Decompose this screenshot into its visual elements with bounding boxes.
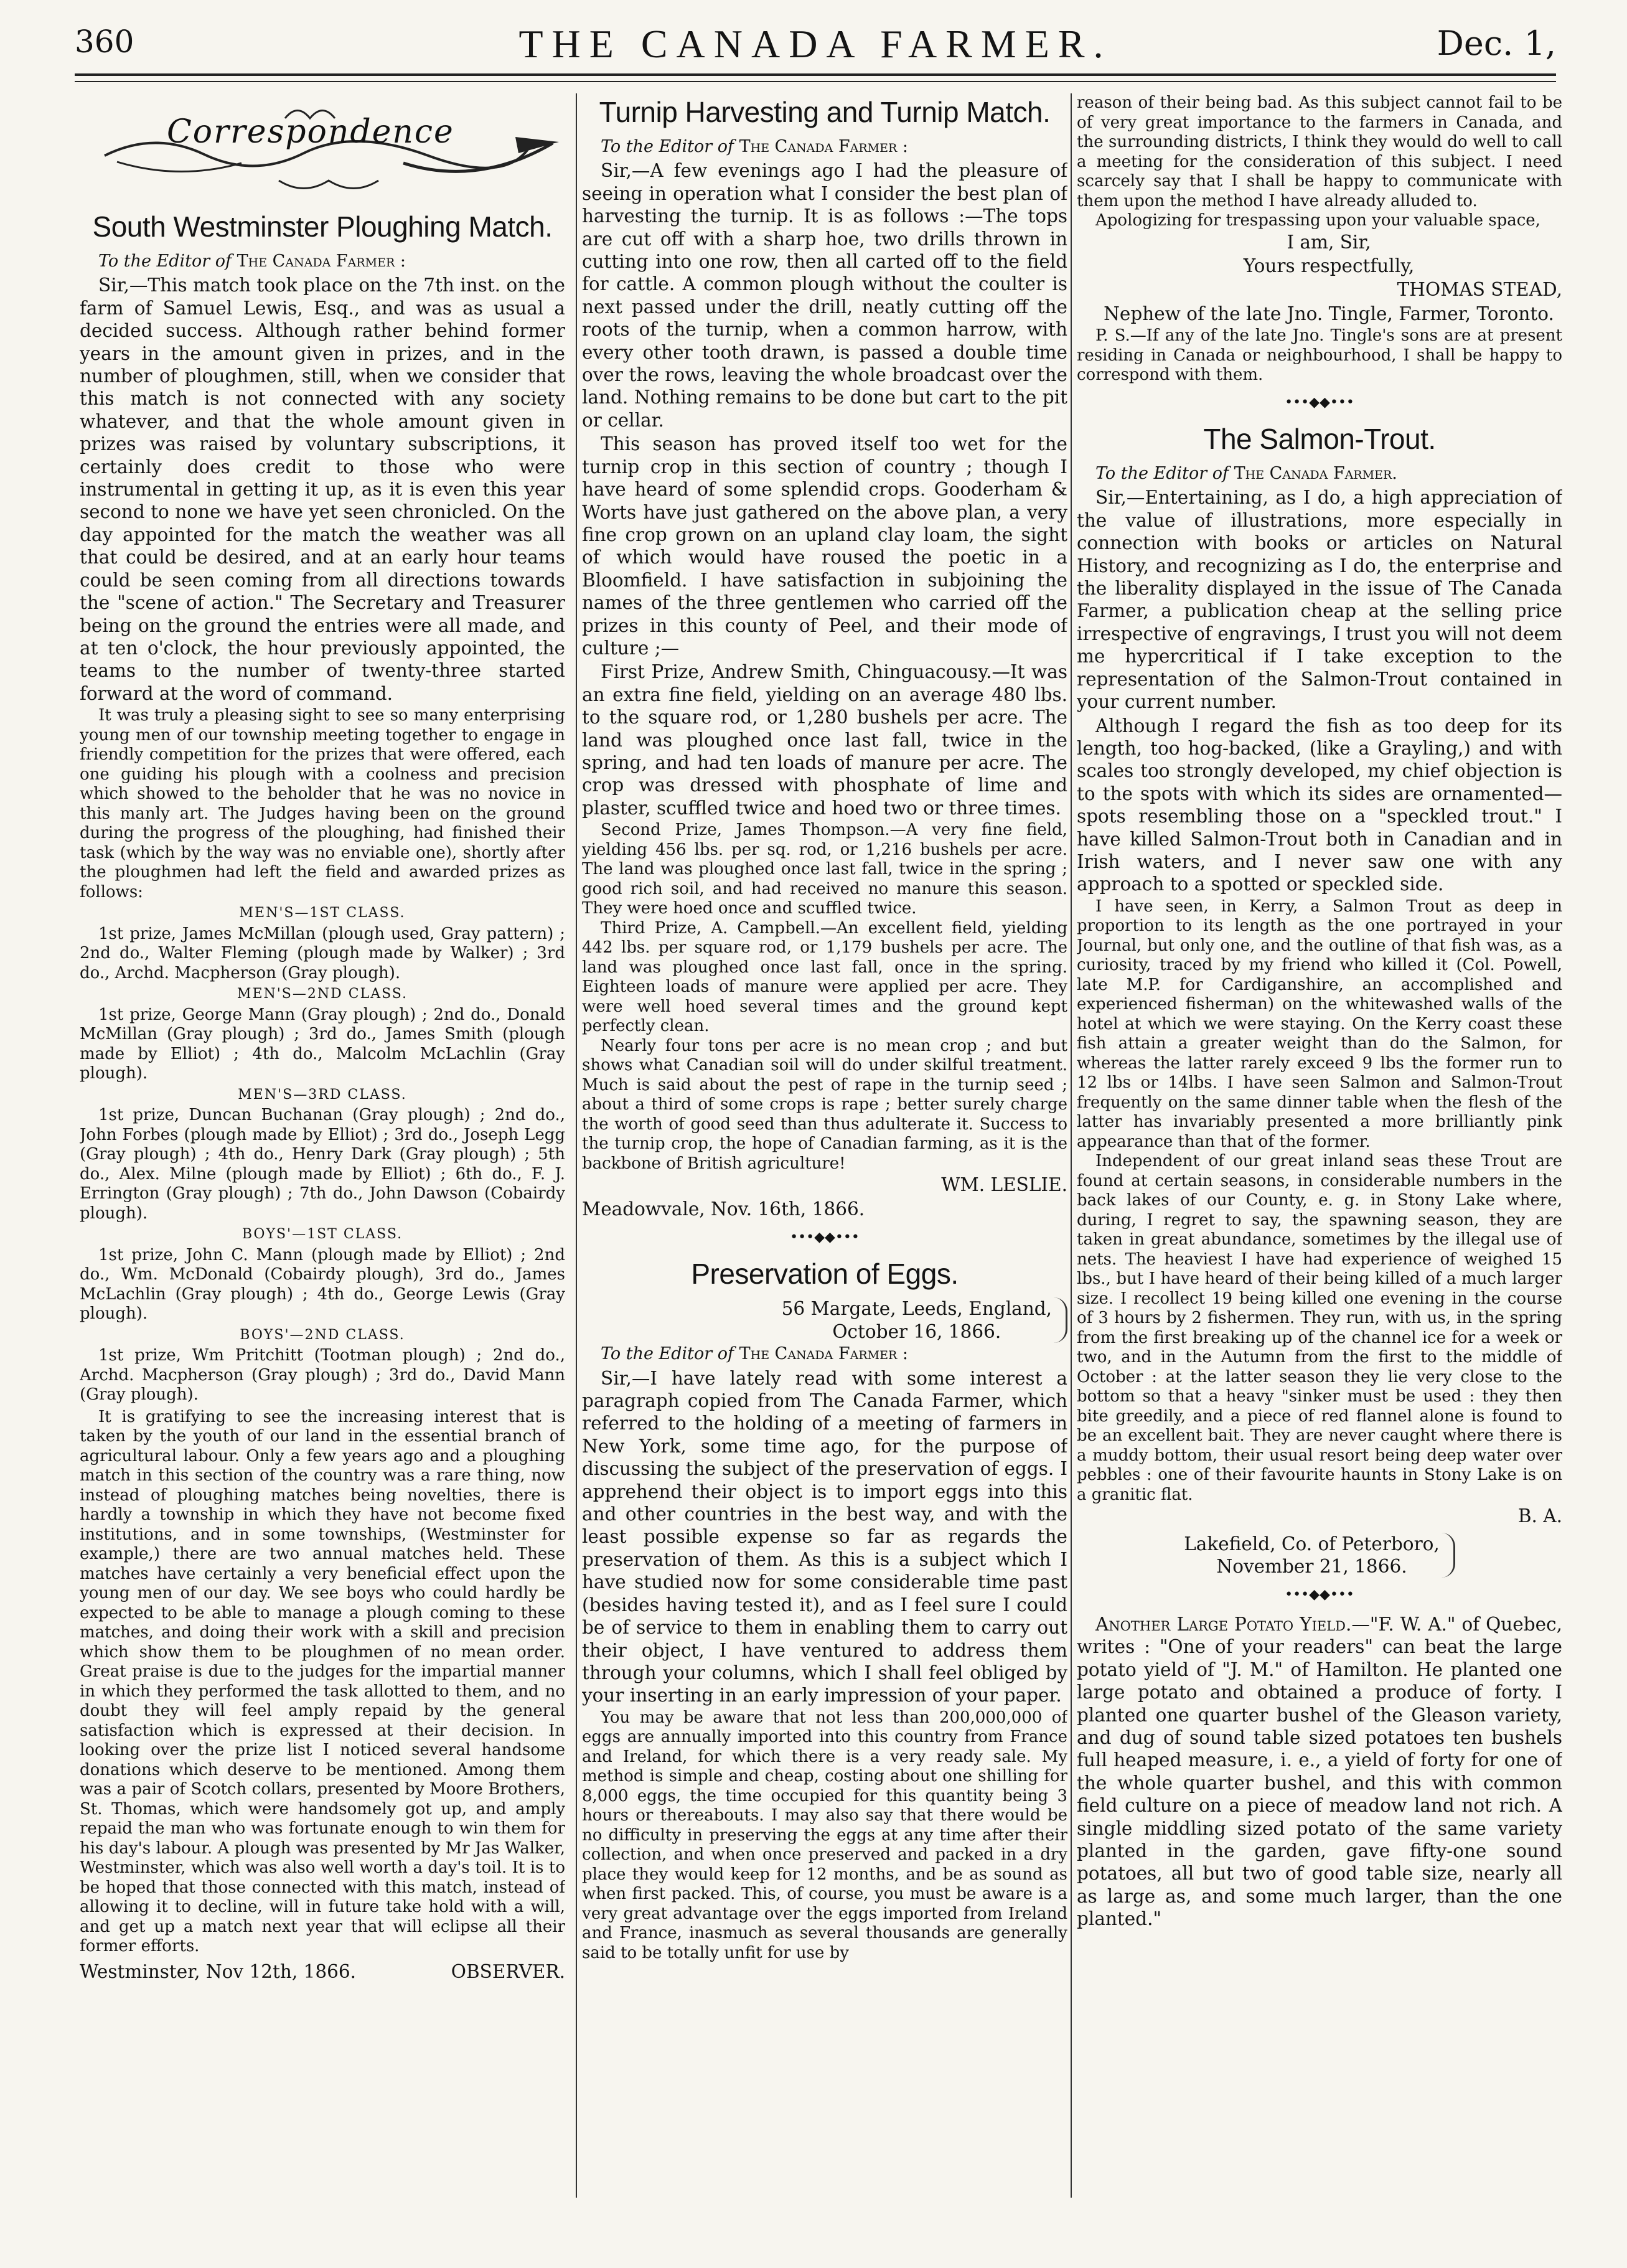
issue-date: Dec. 1, xyxy=(1437,24,1556,63)
column-3 xyxy=(1077,93,1562,2210)
to-editor-line: To the Editor of The Canada Farmer. xyxy=(1095,464,1397,484)
article-title: Turnip Harvesting and Turnip Match. xyxy=(599,96,1051,128)
header-rule-thin xyxy=(75,81,1556,82)
page-number: 360 xyxy=(75,24,134,60)
to-editor-line: To the Editor of The Canada Farmer : xyxy=(601,137,908,156)
closing: Yours respectfully, xyxy=(1243,255,1415,276)
signature: THOMAS STEAD, xyxy=(1397,279,1562,301)
prize-entry: 1st prize, Wm Pritchitt (Tootman plough) ; 2nd do., Archd. Macpherson (Gray plough) ; 3rd do., David Mann (Gray plough). xyxy=(80,1346,565,1405)
to-editor-line: To the Editor of The Canada Farmer : xyxy=(98,252,406,271)
paragraph: Although I regard the fish as too deep for its length, too hog-backed, (like a Grayling,) and with scales too strongly developed, my chief objection is to the spots with which its sides are ornamented—spots resembling those on a "speckled trout." I have killed Salmon-Trout both in Canadian and in Irish waters, and I never saw one with any approach to a spotted or speckled side. xyxy=(1077,715,1562,895)
article-title: South Westminster Ploughing Match. xyxy=(92,210,553,243)
prize-entry: 1st prize, John C. Mann (plough made by Elliot) ; 2nd do., Wm. McDonald (Cobairdy plough), 3rd do., James McLachlin (Gray plough) ; 4th do., George Lewis (Gray plough). xyxy=(80,1245,565,1324)
paragraph: It was truly a pleasing sight to see so many enterprising young men of our township meeting together to engage in friendly competition for the prizes that were offered, each one guiding his plough with a coolness and precision which showed to the beholder that he was no novice in this manly art. The Judges having been on the ground during the progress of the ploughing, had finished their task (which by the way was no enviable one), shortly after the ploughmen had left the field and awarded prizes as follows: xyxy=(80,706,565,901)
column-2 xyxy=(582,93,1067,2210)
to-editor-line: To the Editor of The Canada Farmer : xyxy=(601,1344,908,1364)
article-title: Preservation of Eggs. xyxy=(691,1258,959,1291)
prize-list xyxy=(80,706,565,1957)
paragraph: Nearly four tons per acre is no mean crop ; and but shows what Canadian soil will do under skilful treatment. Much is said about the pest of rape in the turnip seed ; about a third of some crops is rape ; better surely charge the worth of good seed than thus adulterate it. Success to the turnip crop, the hope of Canadian farming, as it is the backbone of British agriculture! xyxy=(582,1036,1067,1173)
masthead: THE CANADA FARMER. xyxy=(518,22,1112,66)
paragraph: This season has proved itself too wet for the turnip crop in this section of country ; though I have heard of some splendid crops. Gooderham & Worts have just gathered on the above plan, a very fine crop grown on an upland clay loam, the sight of which would have roused the poetic in a Bloomfield. I have satisfaction in subjoining the names of the three gentlemen who carried off the prizes in this county of Peel, and their mode of culture ;— xyxy=(582,433,1067,659)
class-heading: BOYS'—2ND CLASS. xyxy=(240,1327,405,1343)
closing: I am, Sir, xyxy=(1287,231,1371,253)
paragraph: I have seen, in Kerry, a Salmon Trout as deep in proportion to its length as the one portrayed in your Journal, but only one, and the outline of that fish was, as a curiosity, traced by my friend who killed it (Col. Powell, late M.P. for Cardiganshire, an accomplished and experienced fisherman) on the whitewashed walls of the hotel at which we were staying. On the Kerry coast these fish attain a greater weight than do the Salmon, for whereas the latter rarely exceed 9 lbs the former run to 12 lbs or 14lbs. I have seen Salmon and Salmon-Trout frequently on the same dinner table when the flesh of the latter has invariably presented a more brilliantly pink appearance than that of the former. xyxy=(1077,896,1562,1151)
postscript: P. S.—If any of the late Jno. Tingle's sons are at present residing in Canada or neighbourhood, I shall be happy to correspond with them. xyxy=(1077,326,1562,385)
paragraph: Sir,—This match took place on the 7th inst. on the farm of Samuel Lewis, Esq., and was as usual a decided success. Although rather behind former years in the amount given in prizes, and in the number of ploughmen, still, when we consider that this match is not connected with any society whatever, and that the whole amount given in prizes was raised by voluntary subscriptions, it certainly does credit to those who were instrumental in getting it up, as it is even this year second to none we have yet seen chronicled. On the day appointed for the match the weather was all that could be desired, and at an early hour teams could be seen coming from all directions towards the "scene of action." The Secretary and Treasurer being on the ground the entries were all made, and at ten o'clock, the hour previously appointed, the teams to the number of twenty-three started forward at the word of command. xyxy=(80,275,565,704)
article-title: The Salmon-Trout. xyxy=(1203,423,1436,456)
paragraph: Sir,—Entertaining, as I do, a high appreciation of the value of illustrations, more especially in connection with books or articles on Natural History, and recognizing as I do, the enterprise and the liberality displayed in the issue of The Canada Farmer, a publication cheap at the selling price irrespective of engravings, I trust you will not deem me hypercritical if I take exception to the representation of the Salmon-Trout contained in your current number. xyxy=(1077,487,1562,713)
paragraph: Another Large Potato Yield.—"F. W. A." of Quebec, writes : "One of your readers" can beat the large potato yield of "J. M." of Hamilton. He planted one large potato and obtained a produce of forty. I planted one quarter bushel of the Gleason variety, and dug of sound table sized potatoes ten bushels full heaped measure, i. e., a yield of forty for one of the whole quarter bushel, and this with common field culture on a piece of meadow land not rich. A single middling sized potato of the same variety planted in the garden, gave fifty-one sound potatoes, all but two of good table size, nearly all as large as, and some much larger, than the one planted." xyxy=(1077,1613,1562,1930)
prize-entry: 1st prize, Duncan Buchanan (Gray plough) ; 2nd do., John Forbes (plough made by Elliot) ; 3rd do., Joseph Legg (Gray plough) ; 4th do., Henry Dark (Gray plough) ; 5th do., Alex. Milne (plough made by Elliot) ; 6th do., F. J. Errington (Gray plough) ; 7th do., John Dawson (Cobairdy plough). xyxy=(80,1106,565,1223)
signature-note: Nephew of the late Jno. Tingle, Farmer, Toronto. xyxy=(1104,303,1554,324)
correspondence-banner xyxy=(80,93,565,199)
column-1 xyxy=(80,93,565,2210)
paragraph: Independent of our great inland seas these Trout are found at certain seasons, in considerable numbers in the back lakes of our County, e. g. in Stony Lake where, during, I regret to say, the spawning season, they are taken in great abundance, sometimes by the illegal use of nets. The heaviest I have had experience of weighed 15 lbs., but I have heard of their being killed of a much larger size. I recollect 19 being killed one evening in the course of 3 hours by 2 fishermen. They run, with us, in the spring from the first breaking up of the channel ice for a week or two, and in the Autumn from the first to the middle of October : at the latter season they lie very close to the bottom so that a heavy "sinker must be used : they then bite greedily, and a piece of red flannel alone is found to be an excellent bait. They are never caught where there is a muddy bottom, their usual resort being deep water over pebbles : one of their favourite haunts in Stony Lake is on a granitic flat. xyxy=(1077,1152,1562,1504)
paragraph: Apologizing for trespassing upon your valuable space, xyxy=(1095,211,1540,230)
paragraph: It is gratifying to see the increasing interest that is taken by the youth of our land in the essential branch of agricultural labour. Only a few years ago and a ploughing match in this section of the country was a rare thing, now instead of ploughing matches being novelties, there is hardly a township in which they have not become fixed institutions, and in some townships, (Westminster for example,) there are two annual matches held. These matches have certainly a very beneficial effect upon the young men of our day. We see boys who could hardly be expected to be able to manage a plough coming to these matches, and doing their work with a skill and precision which show them to be ploughmen of no mean order. Great praise is due to the judges for the impartial manner in which they performed the task allotted to them, and no doubt they will feel amply repaid by the general satisfaction which is expressed at their decision. In looking over the prize list I noticed several handsome donations which deserve to be mentioned. Among them was a pair of Scotch collars, presented by Moore Brothers, St. Thomas, which were handsomely got up, and amply repaid the man who was fortunate enough to win them for his day's labour. A plough was presented by Mr Jas Walker, Westminster, which was also well worth a day's toil. It is to be hoped that those connected with this match, instead of allowing it to decline, will in future take hold with a will, and get up a match next year that will eclipse all their former efforts. xyxy=(80,1407,565,1956)
prize-entry: 1st prize, James McMillan (plough used, Gray pattern) ; 2nd do., Walter Fleming (plough made by Walker) ; 3rd do., Archd. Macpherson (Gray plough). xyxy=(80,924,565,982)
running-head xyxy=(75,24,1556,67)
class-heading: MEN'S—3RD CLASS. xyxy=(238,1086,407,1103)
paragraph: First Prize, Andrew Smith, Chinguacousy.—It was an extra fine field, yielding on an average 480 lbs. to the square rod, or 1,280 bushels per acre. The land was ploughed once last fall, twice in the spring, and had ten loads of manure per acre. The crop was dressed with phosphate of lime and plaster, scuffled twice and hoed two or three times. xyxy=(582,661,1067,819)
paragraph: Sir,—I have lately read with some interest a paragraph copied from The Canada Farmer, which referred to the holding of a meeting of farmers in New York, some time ago, for the purpose of discussing the subject of the preservation of eggs. I apprehend their object is to import eggs into this and other countries in the best way, and with the least possible expense so far as regards the preservation of them. As this is a subject which I have studied now for some considerable time past (besides having tested it), and as I feel sure I could be of service to them in enabling them to carry out their object, I have ventured to address them through your columns, which I shall feel obliged by your inserting in an early impression of your paper. xyxy=(582,1367,1067,1706)
class-heading: MEN'S—2ND CLASS. xyxy=(237,986,408,1002)
class-heading: MEN'S—1ST CLASS. xyxy=(239,905,406,921)
header-rule xyxy=(75,73,1556,76)
ornamental-rule: •••◆◆••• xyxy=(1285,394,1354,410)
column-rule xyxy=(1071,93,1072,2198)
place-date: Westminster, Nov 12th, 1866. xyxy=(80,1960,357,1982)
banner-text: Correspondence xyxy=(167,113,454,151)
column-rule xyxy=(576,93,577,2198)
paragraph: Second Prize, James Thompson.—A very fine field, yielding 456 lbs. per sq. rod, or 1,216 bushels per acre. The land was ploughed once last fall, twice in the spring ; good rich soil, and had received no manure this season. They were hoed once and scuffled twice. xyxy=(582,821,1067,918)
ornamental-rule: •••◆◆••• xyxy=(790,1230,860,1245)
paragraph: reason of their being bad. As this subject cannot fail to be of very great importance to the farmers in Canada, and the surrounding districts, I think they would do well to call a meeting for the consideration of this subject. I need scarcely say that I shall be happy to communicate with them upon the method I have already alluded to. xyxy=(1077,93,1562,210)
paragraph: You may be aware that not less than 200,000,000 of eggs are annually imported into this country from France and Ireland, for which there is a very ready sale. My method is simple and cheap, costing about one shilling for 8,000 eggs, the time occupied for this quantity being 3 hours or thereabouts. I may also say that there would be no difficulty in preserving the eggs at any time after their collection, and when once preserved and packed in a dry place they would keep for 12 months, and be as sound as when first packed. This, of course, you must be aware is a very great advantage over the eggs imported from Ireland and France, inasmuch as several thousands are generally said to be totally unfit for use by xyxy=(582,1708,1067,1962)
signature-line xyxy=(80,1960,565,1983)
signature: OBSERVER. xyxy=(451,1960,565,1982)
signature: B. A. xyxy=(1517,1505,1562,1527)
prize-details xyxy=(582,821,1067,1174)
sender-address: Lakefield, Co. of Peterboro, November 21, 1866. xyxy=(1077,1533,1562,1578)
place-date: Meadowvale, Nov. 16th, 1866. xyxy=(582,1198,865,1220)
signature: WM. LESLIE. xyxy=(941,1174,1067,1196)
prize-entry: 1st prize, George Mann (Gray plough) ; 2nd do., Donald McMillan (Gray plough) ; 3rd do., James Smith (plough made by Elliot) ; 4th do., Malcolm McLachlin (Gray plough). xyxy=(80,1005,565,1083)
ornamental-rule: •••◆◆••• xyxy=(1285,1587,1354,1603)
paragraph: Third Prize, A. Campbell.—An excellent field, yielding 442 lbs. per square rod, or 1,179 bushels per acre. The land was ploughed once last fall, once in the spring. Eighteen loads of manure were applied per acre. They were well hoed several times and the ground kept perfectly clean. xyxy=(582,918,1067,1036)
sender-address: 56 Margate, Leeds, England, October 16, 1866. xyxy=(582,1297,1067,1343)
class-heading: BOYS'—1ST CLASS. xyxy=(241,1226,403,1243)
paragraph: Sir,—A few evenings ago I had the pleasure of seeing in operation what I consider the best plan of harvesting the turnip. It is as follows :—The tops are cut off with a sharp hoe, two drills thrown in cutting into one row, then all carted off to the field for cattle. A common plough without the coulter is next passed under the drill, neatly cutting off the roots of the turnip, when a common harrow, with every other tooth drawn, is passed a double time over the rows, leaving the whole broadcast over the land. Nothing remains to be done but cart to the pit or cellar. xyxy=(582,160,1067,431)
